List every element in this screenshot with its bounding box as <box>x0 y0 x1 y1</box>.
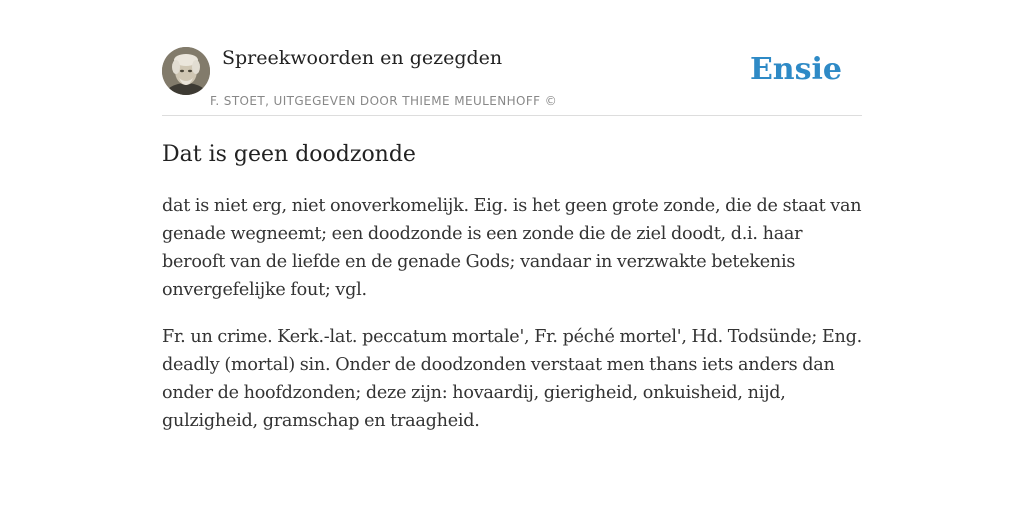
ensie-logo-link[interactable]: Ensie <box>749 52 842 87</box>
author-portrait-icon <box>162 47 210 95</box>
entry-paragraph-2: Fr. un crime. Kerk.-lat. peccatum mortale', Fr. péché mortel', Hd. Todsünde; Eng. deadly (mortal) sin. Onder de doodzonden verstaat men thans iets anders dan onder de hoofdzonden; deze zijn: hovaardij, gierigheid, onkuisheid, nijd, gulzigheid, gramschap en traagheid. <box>162 327 862 431</box>
entry-paragraph-1: dat is niet erg, niet onoverkomelijk. Eig. is het geen grote zonde, die de staat van genade wegneemt; een doodzonde is een zonde die de ziel doodt, d.i. haar berooft van de liefde en de genade Gods; vandaar in verzwakte betekenis onvergefelijke fout; vgl. <box>162 196 862 300</box>
entry-title: Dat is geen doodzonde <box>162 142 416 167</box>
book-title[interactable]: Spreekwoorden en gezegden <box>222 47 503 69</box>
entry-body <box>162 192 862 454</box>
publisher-credit: F. STOET, UITGEGEVEN DOOR THIEME MEULENHOFF © <box>210 94 558 108</box>
source-header <box>162 46 862 116</box>
author-avatar <box>162 47 210 95</box>
